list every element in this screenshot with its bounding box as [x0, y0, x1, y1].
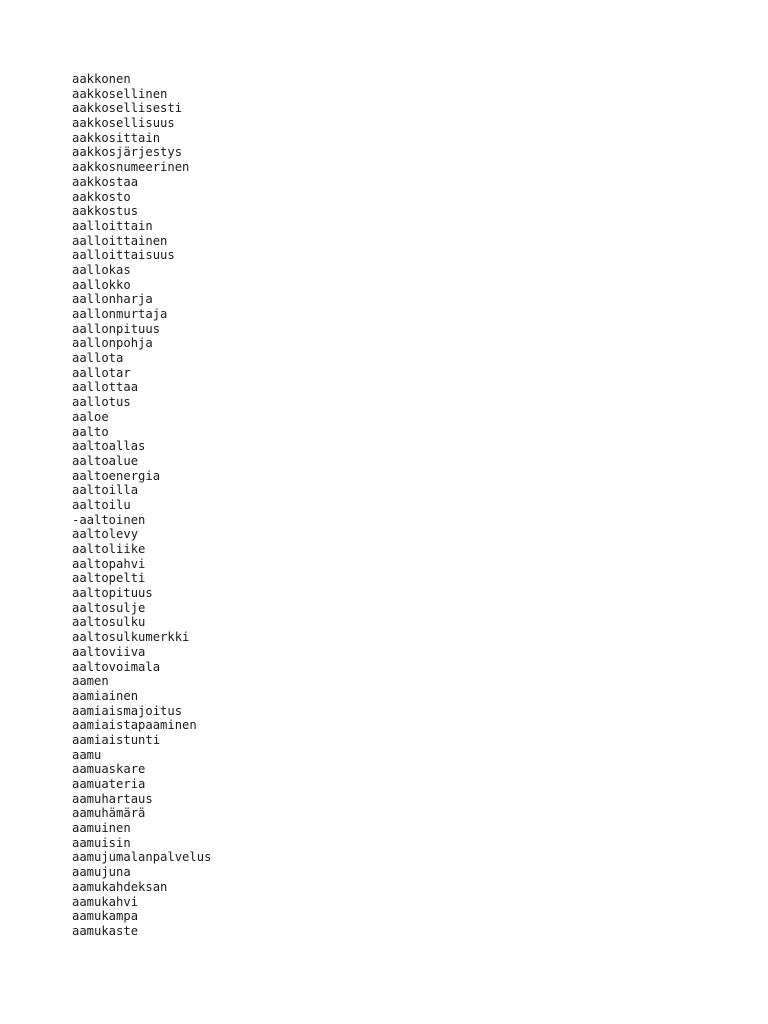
list-item: aaltoalue — [72, 453, 139, 468]
list-item: aaltosulku — [72, 615, 146, 630]
list-item: aamukahdeksan — [72, 879, 168, 894]
list-item: aalloittain — [72, 218, 153, 233]
list-item: aakkosellisuus — [72, 116, 175, 131]
list-item: aaltoliike — [72, 542, 146, 556]
list-item: aakkosjärjestys — [72, 145, 183, 160]
list-item: aallotus — [72, 395, 131, 410]
list-item: aallonpohja — [72, 336, 153, 351]
list-item: aamuinen — [72, 821, 131, 836]
list-item: aaltosulkumerkki — [72, 630, 190, 645]
list-item: aaltolevy — [72, 527, 139, 542]
list-item: aamiaismajoitus — [72, 703, 183, 718]
list-item: aalloittaisuus — [72, 248, 175, 263]
list-item: aallota — [72, 351, 124, 366]
list-item: aakkosellinen — [72, 86, 168, 101]
list-item: aalto — [72, 424, 109, 439]
list-item: aaltovoimala — [72, 659, 161, 674]
list-item: aamuaskare — [72, 762, 146, 777]
list-item: aaltopituus — [72, 586, 153, 601]
list-item: aakkostaa — [72, 174, 139, 189]
list-item: aallokko — [72, 277, 131, 292]
list-item: aamiaistunti — [72, 732, 161, 747]
list-item: aakkosto — [72, 189, 131, 204]
list-item: aaltopelti — [72, 571, 146, 586]
list-item: aaloe — [72, 409, 109, 424]
list-item: aakkosnumeerinen — [72, 160, 190, 175]
list-item: aaltopahvi — [72, 556, 146, 571]
list-item: aamuisin — [72, 835, 131, 850]
list-item: aaltoilla — [72, 483, 139, 498]
list-item: aaltoenergia — [72, 468, 161, 483]
list-item: aakkosittain — [72, 130, 161, 145]
list-item: aallottaa — [72, 380, 139, 395]
list-item: aamen — [72, 674, 109, 689]
list-item: aamujumalanpalvelus — [72, 850, 212, 865]
list-item: aamukampa — [72, 909, 139, 924]
list-item: aallonharja — [72, 292, 153, 307]
list-item: aallonpituus — [72, 321, 161, 336]
list-item: aaltoilu — [72, 497, 131, 512]
list-item: -aaltoinen — [72, 512, 146, 527]
list-item: aamukahvi — [72, 894, 139, 909]
list-item: aallokas — [72, 262, 131, 277]
list-item: aaltoviiva — [72, 644, 146, 659]
list-item: aaltosulje — [72, 600, 146, 615]
list-item: aallotar — [72, 365, 131, 380]
list-item: aalloittainen — [72, 233, 168, 248]
list-item: aamu — [72, 747, 102, 762]
list-item: aamuhartaus — [72, 791, 153, 806]
list-item: aamuateria — [72, 777, 146, 791]
list-item: aamukaste — [72, 923, 139, 938]
list-item: aakkonen — [72, 72, 131, 86]
list-item: aakkostus — [72, 204, 139, 219]
list-item: aamiainen — [72, 688, 139, 703]
list-item: aaltoallas — [72, 439, 146, 454]
list-item: aamujuna — [72, 865, 131, 880]
word-list — [72, 72, 211, 939]
list-item: aamuhämärä — [72, 806, 146, 821]
list-item: aallonmurtaja — [72, 307, 168, 321]
list-item: aamiaistapaaminen — [72, 718, 197, 733]
list-item: aakkosellisesti — [72, 101, 183, 116]
